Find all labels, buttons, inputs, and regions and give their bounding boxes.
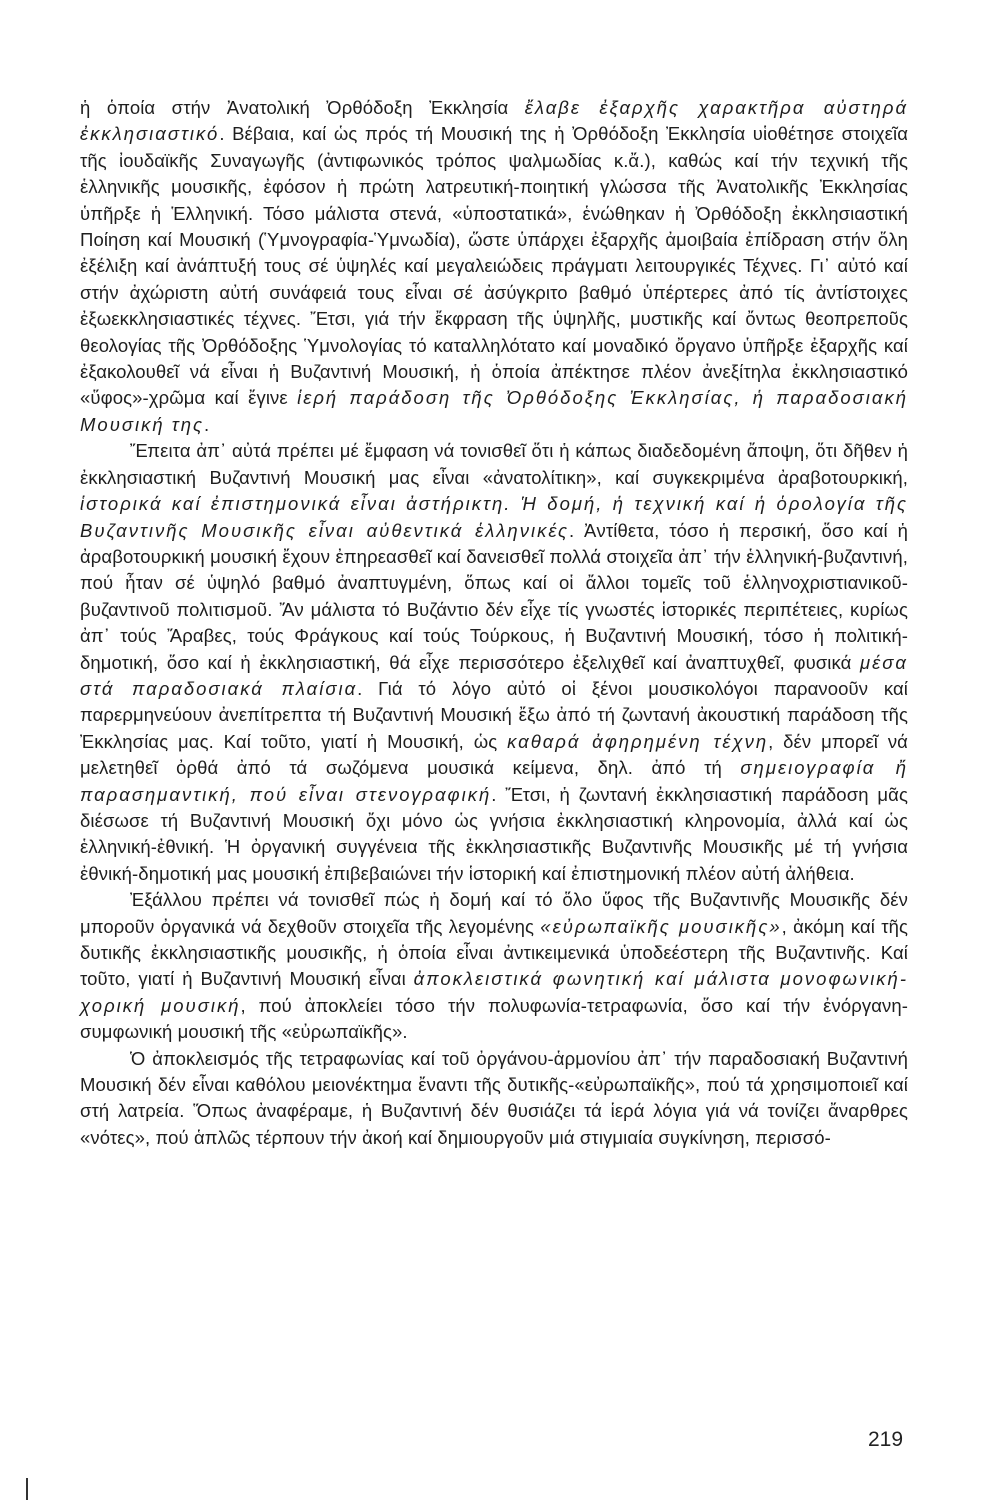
text-run: , ἀκόμη καί τῆς δυτικῆς ἐκκλησιαστικῆς μουσικῆς, ἡ ὁποία εἶναι ἀντικειμενικά ὑποδεέστερη τῆς Βυζαντινῆς. Καί τοῦτο, γιατί ἡ Βυζαντινή Μουσική εἶναι <box>80 915 909 990</box>
paragraph-4 <box>80 1046 908 1152</box>
text-run: . Βέβαια, καί ὡς πρός τή Μουσική της ἡ Ὀρθόδοξη Ἐκκλησία υἱοθέτησε στοιχεῖα τῆς ἰουδαϊκῆς Συναγωγῆς (ἀντιφωνικός τρόπος ψαλμωδίας κ.ἄ.), καθώς καί τήν τεχνική τῆς ἑλληνικῆς μουσικῆς, ἐφόσον ἡ πρώτη λατρευτική-ποιητική γλώσσα τῆς Ἀνατολικῆς Ἐκκλησίας ὑπῆρξε ἡ Ἑλληνική. Τόσο μάλιστα στενά, «ὑποστατικά», ἑνώθηκαν ἡ Ὀρθόδοξη ἐκκλησιαστική Ποίηση καί Μουσική (Ὑμνογραφία-Ὑμνωδία), ὥστε ὑπάρχει ἐξαρχῆς ἀμοιβαία ἐπίδραση στήν ὅλη ἐξέλιξη καί ἀνάπτυξή τους σέ ὑψηλές καί μεγαλειώδεις πράγματι λειτουργικές Τέχνες. Γι᾿ αὐτό καί στήν ἀχώριστη αὐτή συνάφειά τους εἶναι σέ ἀσύγκριτο βαθμό ὑπέρτερες ἀπό τίς ἀντίστοιχες ἐξωεκκλησιαστικές τέχνες. Ἔτσι, γιά τήν ἔκφραση τῆς ὑψηλῆς, μυστικῆς καί ὄντως θεοπρεποῦς θεολογίας τῆς Ὀρθόδοξης Ὑμνολογίας τό καταλληλότατο καί μοναδικό ὄργανο ὑπῆρξε ἐξαρχῆς καί ἐξακολουθεῖ νά εἶναι ἡ Βυζαντινή Μουσική, ἡ ὁποία ἀπέκτησε πλέον ἀνεξίτηλα ἐκκλησιαστικό «ὕφος»-χρῶμα καί ἔγινε <box>80 123 908 409</box>
emphasis-run: σημειογραφία ἤ παρασημαντική, πού εἶναι στενογραφική <box>80 757 908 805</box>
text-run: . <box>204 413 210 435</box>
text-run: Ἐξάλλου πρέπει νά τονισθεῖ πώς ἡ δομή καί τό ὅλο ὕφος τῆς Βυζαντινῆς Μουσικῆς δέν μποροῦν ὀργανικά νά δεχθοῦν στοιχεῖα τῆς λεγομένης <box>80 889 908 937</box>
emphasis-run: ἔλαβε ἐξαρχῆς χαρακτῆρα αὐστηρά ἐκκλησιαστικό <box>80 97 908 145</box>
paragraph-1 <box>80 95 908 438</box>
text-run: , πού ἀποκλείει τόσο τήν πολυφωνία-τετραφωνία, ὅσο καί τήν ἐνόργανη-συμφωνική μουσική τῆς «εὐρωπαϊκῆς». <box>80 994 908 1043</box>
page-number: 219 <box>868 1428 904 1451</box>
text-run: Ἔπειτα ἀπ᾿ αὐτά πρέπει μέ ἔμφαση νά τονισθεῖ ὅτι ἡ κάπως διαδεδομένη ἄποψη, ὅτι δῆθεν ἡ ἐκκλησιαστική Βυζαντινή Μουσική μας εἶναι «ἀνατολίτικη», καί συγκεκριμένα ἀραβοτουρκική, <box>80 440 908 488</box>
text-run: Ὁ ἀποκλεισμός τῆς τετραφωνίας καί τοῦ ὀργάνου-ἁρμονίου ἀπ᾿ τήν παραδοσιακή Βυζαντινή Μουσική δέν εἶναι καθόλου μειονέκτημα ἔναντι τῆς δυτικῆς-«εὐρωπαϊκῆς», πού τά χρησιμοποιεῖ καί στή λατρεία. Ὅπως ἀναφέραμε, ἡ Βυζαντινή δέν θυσιάζει τά ἱερά λόγια γιά νά τονίζει ἄναρθρες «νότες», πού ἁπλῶς τέρπουν τήν ἀκοή καί δημιουργοῦν μιά στιγμιαία συγκίνηση, περισσό- <box>80 1047 908 1148</box>
text-run: . Ἔτσι, ἡ ζωντανή ἐκκλησιαστική παράδοση μᾶς διέσωσε τή Βυζαντινή Μουσική ὄχι μόνο ὡς γνήσια ἐκκλησιαστική κληρονομία, ἀλλά καί ὡς ἑλληνική-ἐθνική. Ἡ ὀργανική συγγένεια τῆς ἐκκλησιαστικῆς Βυζαντινῆς Μουσικῆς μέ τή γνήσια ἐθνική-δημοτική μας μουσική ἐπιβεβαιώνει τήν ἱστορική καί ἐπιστημονική πλέον αὐτή ἀλήθεια. <box>80 783 908 884</box>
emphasis-run: καθαρά ἀφηρημένη τέχνη <box>507 730 769 752</box>
text-run: . Ἀντίθετα, τόσο ἡ περσική, ὅσο καί ἡ ἀραβοτουρκική μουσική ἔχουν ἐπηρεασθεῖ καί δανεισθεῖ πολλά στοιχεῖα ἀπ᾿ τήν ἑλληνική-βυζαντινή, πού ἦταν σέ ὑψηλό βαθμό ἀναπτυγμένη, ὅπως καί οἱ ἄλλοι τομεῖς τοῦ ἑλληνοχριστιανικοῦ-βυζαντινοῦ πολιτισμοῦ. Ἄν μάλιστα τό Βυζάντιο δέν εἶχε τίς γνωστές ἱστορικές περιπέτειες, κυρίως ἀπ᾿ τούς Ἄραβες, τούς Φράγκους καί τούς Τούρκους, ἡ Βυζαντινή Μουσική, τόσο ἡ πολιτική-δημοτική, ὅσο καί ἡ ἐκκλησιαστική, θά εἶχε περισσότερο ἐξελιχθεῖ καί ἀναπτυχθεῖ, φυσικά <box>80 519 908 673</box>
book-page-text-block <box>80 95 908 1415</box>
emphasis-run: ἱερή παράδοση τῆς Ὀρθόδοξης Ἐκκλησίας, ἡ παραδοσιακή Μουσική της <box>80 387 908 435</box>
text-run: ἡ ὁποία στήν Ἀνατολική Ὀρθόδοξη Ἐκκλησία <box>80 97 525 118</box>
text-run: . Γιά τό λόγο αὐτό οἱ ξένοι μουσικολόγοι παρανοοῦν καί παρερμηνεύουν ἀνεπίτρεπτα τή Βυζαντινή Μουσική ἔξω ἀπό τή ζωντανή ἀκουστική παράδοση τῆς Ἐκκλησίας μας. Καί τοῦτο, γιατί ἡ Μουσική, ὡς <box>80 677 908 752</box>
emphasis-run: μέσα στά παραδοσιακά πλαίσια <box>80 651 908 699</box>
emphasis-run: ἀποκλειστικά φωνητική καί μάλιστα μονοφωνική-χορική μουσική <box>80 968 908 1016</box>
emphasis-run: «εὐρωπαϊκῆς μουσικῆς» <box>540 915 782 937</box>
text-run: , δέν μπορεῖ νά μελετηθεῖ ὀρθά ἀπό τά σωζόμενα μουσικά κείμενα, δηλ. ἀπό τή <box>80 730 908 779</box>
emphasis-run: ἱστορικά καί ἐπιστημονικά εἶναι ἀστήρικτη. Ἡ δομή, ἡ τεχνική καί ἡ ὁρολογία τῆς Βυζαντινῆς Μουσικῆς εἶναι αὐθεντικά ἑλληνικές <box>80 493 908 541</box>
paragraph-2 <box>80 438 908 887</box>
scan-edge-mark <box>26 1478 28 1500</box>
paragraph-3 <box>80 887 908 1045</box>
